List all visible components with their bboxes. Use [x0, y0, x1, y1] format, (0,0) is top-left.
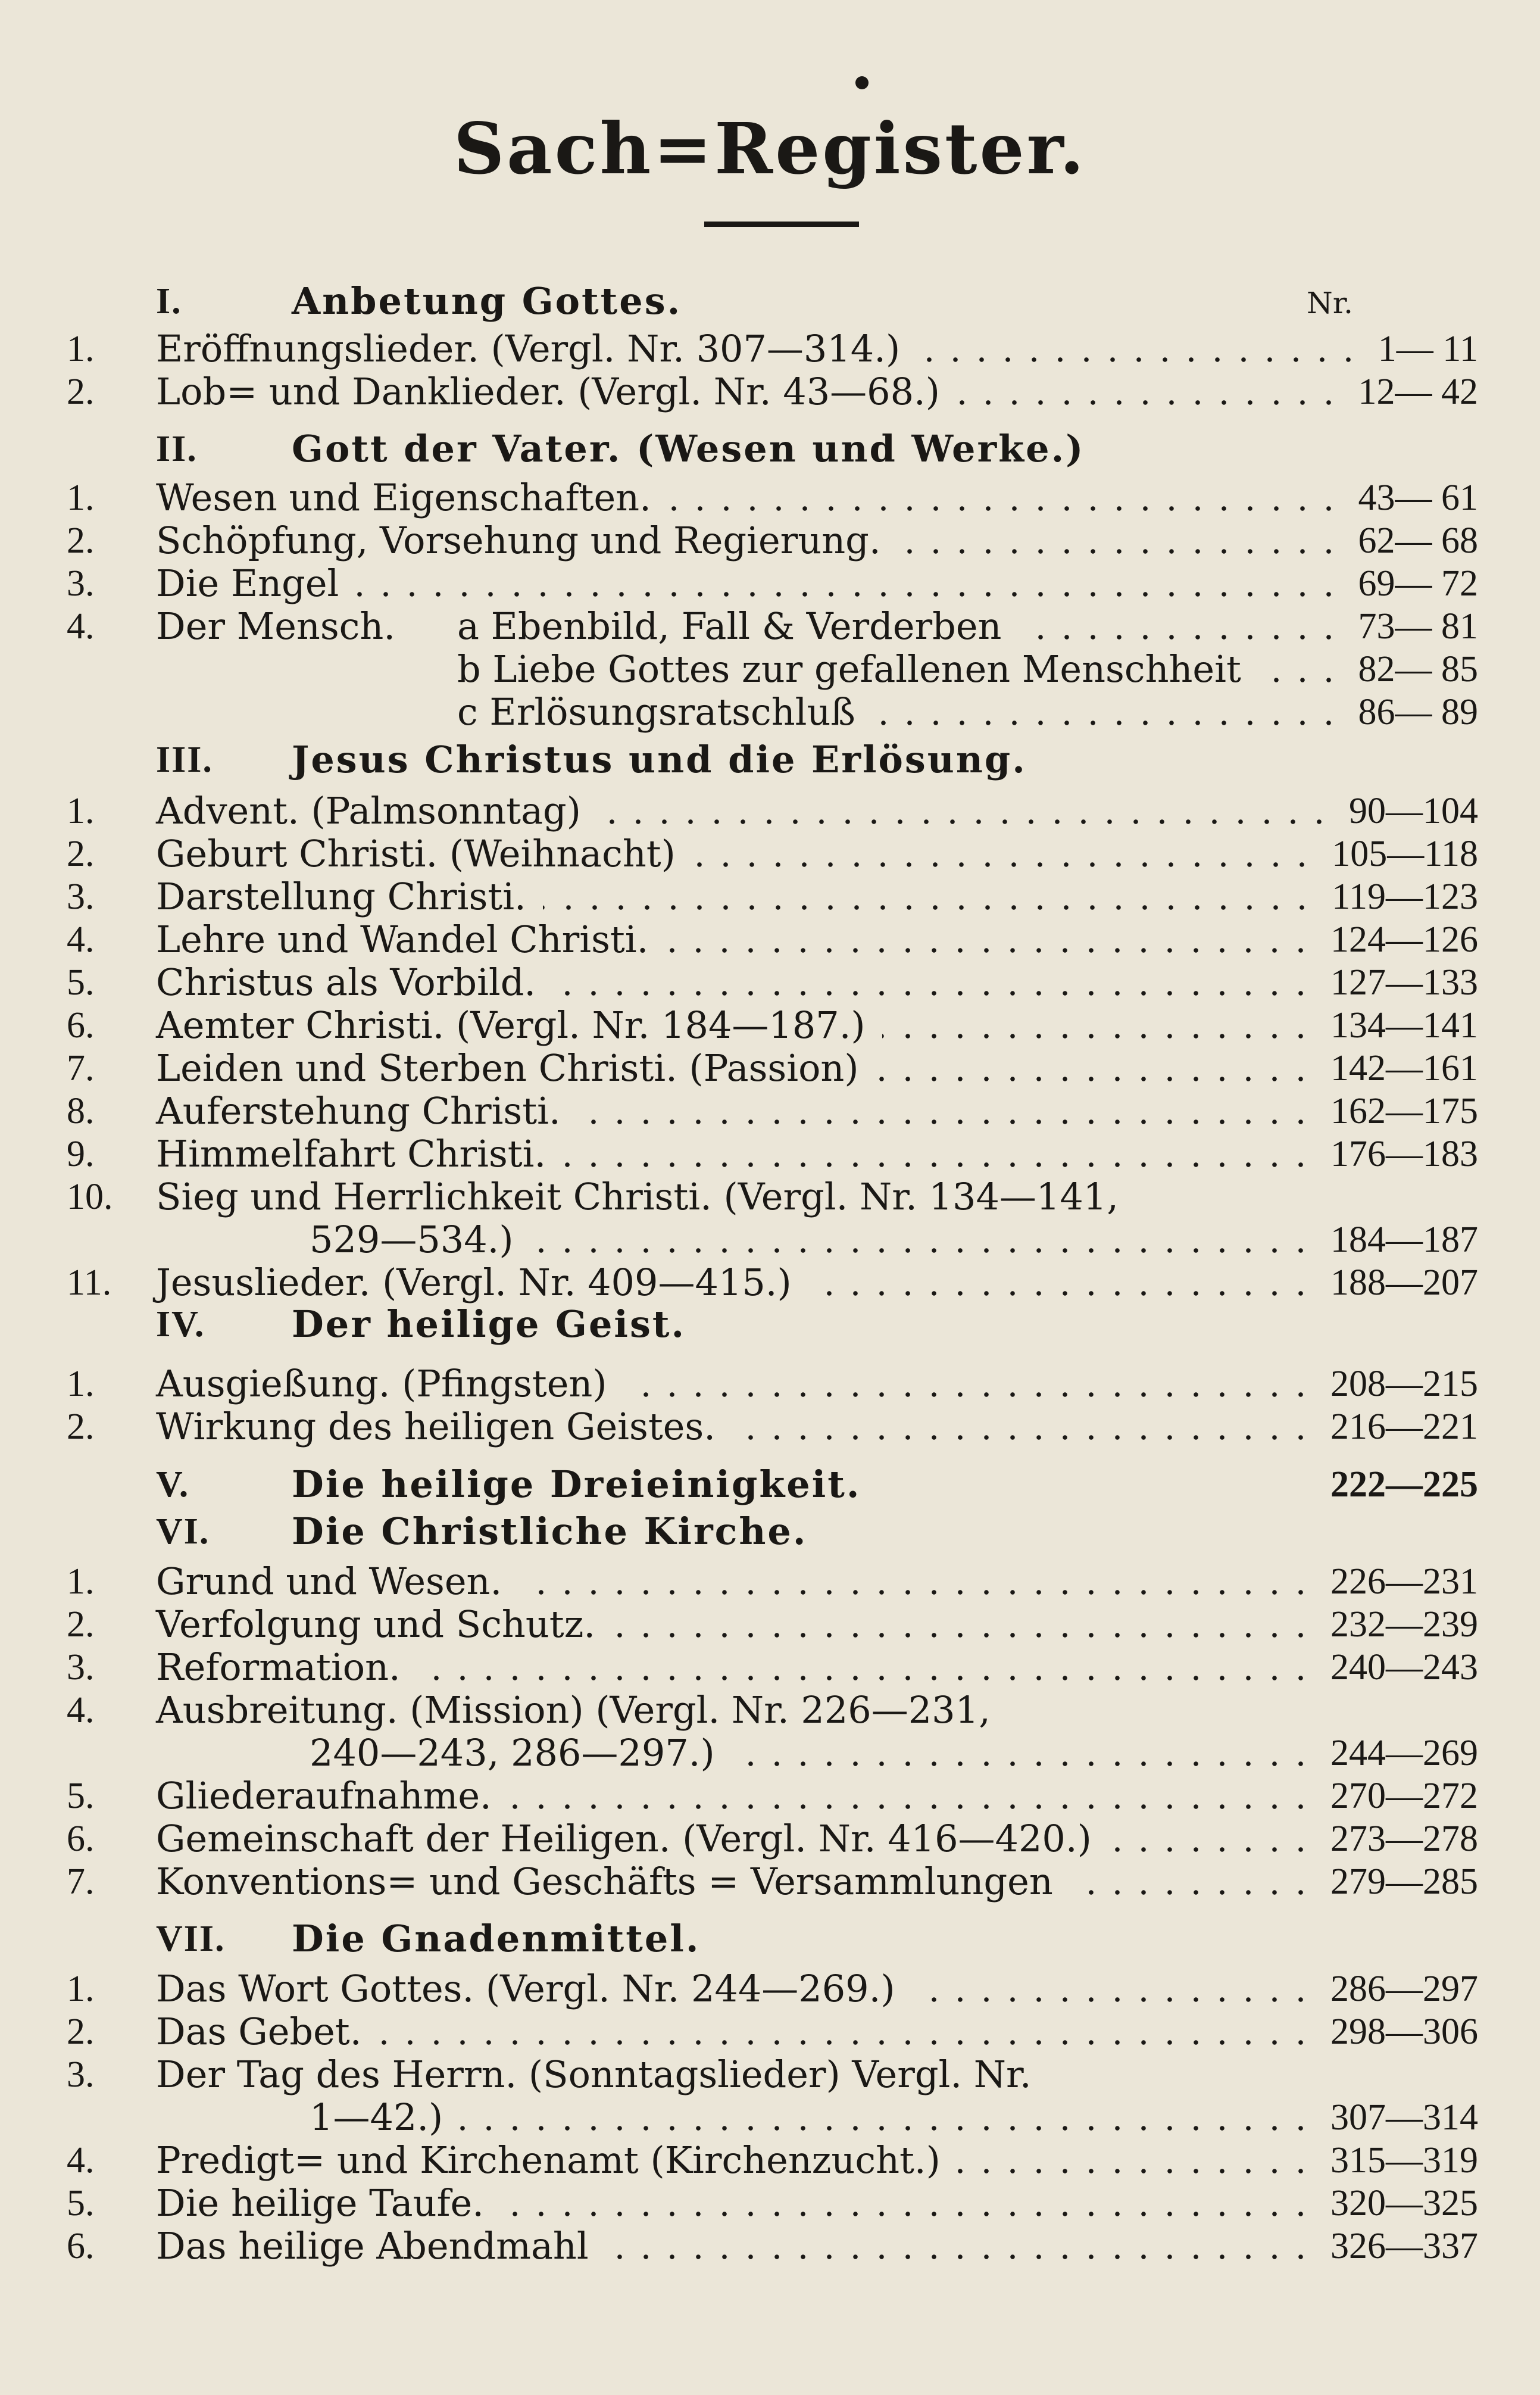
entry-text: Geburt Christi. (Weihnacht) [156, 832, 676, 875]
index-entry [0, 875, 1540, 918]
dot-leader [732, 1435, 1314, 1440]
entry-text: Lob= und Danklieder. (Vergl. Nr. 43—68.) [156, 370, 940, 413]
entry-text: Predigt= und Kirchenamt (Kirchenzucht.) [156, 2138, 941, 2182]
entry-range: 176—183 [1330, 1134, 1478, 1174]
section-heading [0, 428, 1540, 470]
entry-text: Sieg und Herrlichkeit Christi. (Vergl. Nr. 134—141, [156, 1175, 1119, 1218]
index-entry [0, 1047, 1540, 1090]
entry-text: Das heilige Abendmahl [156, 2224, 589, 2268]
index-entry [0, 832, 1540, 875]
entry-number: 2. [67, 2012, 95, 2052]
entry-range: 232—239 [1330, 1604, 1478, 1645]
dot-leader [508, 1804, 1314, 1809]
index-entry [0, 961, 1540, 1004]
entry-number: 6. [67, 1819, 95, 1859]
entry-range: 90—104 [1349, 791, 1478, 831]
index-entry [0, 562, 1540, 605]
entry-range: 326—337 [1330, 2226, 1478, 2266]
entry-text: Lehre und Wandel Christi. [156, 918, 649, 961]
section-heading [0, 1510, 1540, 1553]
entry-range: 1— 11 [1377, 329, 1478, 369]
index-entry [0, 2053, 1540, 2096]
entry-text: Gliederaufnahme. [156, 1774, 492, 1817]
index-entry [0, 328, 1540, 370]
entry-text: Der Mensch. [156, 604, 396, 648]
index-entry [0, 1967, 1540, 2010]
entry-range: 298—306 [1330, 2012, 1478, 2052]
entry-text: Die Engel [156, 562, 339, 605]
entry-number: 10. [67, 1177, 113, 1217]
entry-number: 11. [67, 1262, 112, 1303]
entry-range: 82— 85 [1358, 649, 1478, 690]
section-title: Die Christliche Kirche. [292, 1510, 808, 1553]
entry-text: Christus als Vorbild. [156, 961, 536, 1004]
dot-leader [898, 549, 1342, 554]
entry-range: 134—141 [1330, 1005, 1478, 1046]
index-entry [0, 605, 1540, 648]
entry-text: Gemeinschaft der Heiligen. (Vergl. Nr. 416—420.) [156, 1817, 1092, 1860]
dot-leader [668, 506, 1342, 511]
entry-number: 1. [67, 329, 95, 369]
entry-range: 162—175 [1330, 1091, 1478, 1131]
dot-leader [917, 357, 1361, 362]
index-entry [0, 1362, 1540, 1405]
index-entry [0, 1560, 1540, 1603]
dot-leader [612, 1633, 1314, 1638]
index-entry [0, 2139, 1540, 2182]
entry-number: 4. [67, 2140, 95, 2181]
entry-range: 244—269 [1330, 1733, 1478, 1773]
dot-leader [417, 1676, 1314, 1680]
entry-text: Advent. (Palmsonntag) [156, 789, 581, 832]
entry-text: Ausbreitung. (Mission) (Vergl. Nr. 226—231, [156, 1688, 991, 1732]
section-number: VII. [156, 1919, 226, 1959]
dot-leader [876, 1077, 1314, 1081]
entry-range: 127—133 [1330, 962, 1478, 1003]
entry-range: 62— 68 [1358, 520, 1478, 561]
title-rule [704, 222, 859, 227]
index-entry [0, 1004, 1540, 1047]
entry-number: 6. [67, 1005, 95, 1046]
section-number: II. [156, 429, 198, 469]
section-number: VI. [156, 1511, 210, 1552]
entry-text: Ausgießung. (Pfingsten) [156, 1362, 607, 1405]
index-entry [0, 2096, 1540, 2139]
index-entry [0, 1689, 1540, 1732]
index-entry [0, 519, 1540, 562]
entry-text: Wesen und Eigenschaften. [156, 476, 651, 519]
dot-leader [552, 991, 1314, 996]
dot-leader [543, 905, 1315, 910]
section-heading [0, 738, 1540, 781]
entry-range: 142—161 [1330, 1048, 1478, 1089]
entry-text: Schöpfung, Vorsehung und Regierung. [156, 519, 881, 562]
entry-text: Grund und Wesen. [156, 1560, 502, 1603]
index-entry [0, 1646, 1540, 1689]
entry-number: 6. [67, 2226, 95, 2266]
entry-number: 3. [67, 2054, 95, 2095]
entry-number: 3. [67, 563, 95, 604]
number-column-header: Nr. [1307, 286, 1354, 320]
entry-range: 315—319 [1330, 2140, 1478, 2181]
section-title: Die Gnadenmittel. [292, 1917, 701, 1960]
dot-leader [957, 400, 1342, 405]
entry-number: 5. [67, 1776, 95, 1816]
dot-leader [808, 1291, 1314, 1296]
index-entry [0, 1090, 1540, 1133]
entry-subtopic: b Liebe Gottes zur gefallenen Menschheit [457, 647, 1241, 691]
section-title: Jesus Christus und die Erlösung. [292, 738, 1027, 781]
entry-range: 270—272 [1330, 1776, 1478, 1816]
entry-number: 4. [67, 1690, 95, 1730]
dot-leader [912, 1997, 1314, 2002]
entry-number: 8. [67, 1091, 95, 1131]
index-entry [0, 1603, 1540, 1646]
dot-leader [577, 1119, 1314, 1124]
entry-range: 124—126 [1330, 919, 1478, 960]
dot-leader [665, 948, 1314, 953]
dot-leader [355, 592, 1342, 597]
entry-range: 240—243 [1330, 1647, 1478, 1688]
index-entry [0, 370, 1540, 413]
entry-range: 279—285 [1330, 1861, 1478, 1902]
index-entry [0, 1817, 1540, 1860]
dot-leader [460, 2126, 1314, 2131]
index-entry [0, 1732, 1540, 1775]
dot-leader [1258, 678, 1342, 682]
index-entry [0, 1405, 1540, 1448]
section-heading [0, 1917, 1540, 1960]
dot-leader [518, 1590, 1314, 1595]
entry-subtopic: a Ebenbild, Fall & Verderben [457, 604, 1002, 648]
entry-text: Darstellung Christi. [156, 875, 526, 918]
dot-leader [598, 819, 1332, 824]
entry-text: Reformation. [156, 1645, 401, 1689]
entry-number: 2. [67, 372, 95, 412]
dot-leader [882, 1034, 1314, 1039]
index-entry [0, 476, 1540, 519]
entry-range: 226—231 [1330, 1561, 1478, 1602]
index-entry [0, 2225, 1540, 2268]
section-number: V. [156, 1464, 190, 1505]
entry-range: 184—187 [1330, 1220, 1478, 1260]
section-title: Der heilige Geist. [292, 1302, 686, 1346]
entry-number: 2. [67, 1604, 95, 1645]
entry-text: Der Tag des Herrn. (Sonntagslieder) Vergl. Nr. [156, 2053, 1032, 2096]
entry-range: 43— 61 [1358, 478, 1478, 518]
section-title: Die heilige Dreieinigkeit. [292, 1462, 861, 1506]
index-entry [0, 1218, 1540, 1261]
index-entry [0, 1133, 1540, 1175]
entry-number: 9. [67, 1134, 95, 1174]
section-number: III. [156, 740, 213, 780]
entry-subtopic: c Erlösungsratschluß [457, 690, 855, 734]
section-title: Gott der Vater. (Wesen und Werke.) [292, 427, 1085, 470]
entry-range: 12— 42 [1358, 372, 1478, 412]
index-entry [0, 691, 1540, 734]
entry-range: 69— 72 [1358, 563, 1478, 604]
index-entry [0, 918, 1540, 961]
entry-number: 7. [67, 1861, 95, 1902]
dot-leader [1108, 1847, 1314, 1852]
dot-leader [563, 1162, 1314, 1167]
entry-range: 216—221 [1330, 1407, 1478, 1447]
entry-range: 273—278 [1330, 1819, 1478, 1859]
index-entry [0, 790, 1540, 832]
dot-leader [872, 721, 1342, 725]
index-entry [0, 2010, 1540, 2053]
index-entry [0, 1775, 1540, 1817]
dot-leader [378, 2040, 1314, 2045]
entry-number: 1. [67, 1364, 95, 1404]
entry-number: 1. [67, 478, 95, 518]
dot-leader [732, 1761, 1314, 1766]
entry-number: 5. [67, 962, 95, 1003]
entry-range: 105—118 [1332, 834, 1478, 874]
entry-number: 5. [67, 2183, 95, 2224]
entry-range: 188—207 [1330, 1262, 1478, 1303]
entry-number: 1. [67, 791, 95, 831]
section-heading [0, 1303, 1540, 1346]
section-number: I. [156, 281, 182, 322]
index-entry [0, 1175, 1540, 1218]
entry-range: 320—325 [1330, 2183, 1478, 2224]
entry-range: 208—215 [1330, 1364, 1478, 1404]
entry-continuation: 529—534.) [310, 1218, 514, 1261]
section-range: 222—225 [1330, 1464, 1478, 1505]
entry-number: 1. [67, 1969, 95, 2009]
index-entry [0, 648, 1540, 691]
entry-range: 286—297 [1330, 1969, 1478, 2009]
ornament-dot [855, 76, 869, 89]
entry-number: 2. [67, 520, 95, 561]
dot-leader [692, 862, 1315, 867]
entry-number: 1. [67, 1561, 95, 1602]
entry-text: Verfolgung und Schutz. [156, 1602, 596, 1646]
entry-number: 3. [67, 877, 95, 917]
index-entry [0, 1261, 1540, 1304]
entry-text: Wirkung des heiligen Geistes. [156, 1405, 716, 1448]
dot-leader [1018, 635, 1342, 640]
entry-range: 73— 81 [1358, 606, 1478, 647]
dot-leader [624, 1392, 1314, 1397]
section-heading [0, 280, 1540, 323]
entry-number: 2. [67, 1407, 95, 1447]
entry-number: 4. [67, 606, 95, 647]
dot-leader [957, 2169, 1314, 2173]
entry-number: 4. [67, 919, 95, 960]
entry-number: 7. [67, 1048, 95, 1089]
entry-range: 86— 89 [1358, 692, 1478, 732]
dot-leader [1070, 1890, 1314, 1895]
entry-text: Das Wort Gottes. (Vergl. Nr. 244—269.) [156, 1967, 895, 2010]
entry-text: Jesuslieder. (Vergl. Nr. 409—415.) [156, 1261, 792, 1304]
entry-text: Auferstehung Christi. [156, 1089, 561, 1133]
entry-text: Konventions= und Geschäfts = Versammlungen [156, 1860, 1053, 1903]
entry-continuation: 240—243, 286—297.) [310, 1731, 715, 1775]
section-number: IV. [156, 1304, 205, 1345]
entry-text: Das Gebet. [156, 2010, 362, 2053]
index-entry [0, 2182, 1540, 2225]
section-heading [0, 1463, 1540, 1506]
entry-number: 3. [67, 1647, 95, 1688]
section-title: Anbetung Gottes. [292, 279, 682, 323]
entry-text: Die heilige Taufe. [156, 2181, 484, 2225]
index-entry [0, 1860, 1540, 1903]
entry-range: 119—123 [1332, 877, 1478, 917]
entry-text: Leiden und Sterben Christi. (Passion) [156, 1046, 859, 1090]
dot-leader [530, 1248, 1314, 1253]
dot-leader [605, 2254, 1314, 2259]
entry-continuation: 1—42.) [310, 2095, 443, 2139]
entry-text: Eröffnungslieder. (Vergl. Nr. 307—314.) [156, 327, 901, 370]
dot-leader [501, 2212, 1314, 2216]
entry-number: 2. [67, 834, 95, 874]
entry-text: Himmelfahrt Christi. [156, 1132, 546, 1175]
entry-text: Aemter Christi. (Vergl. Nr. 184—187.) [156, 1003, 866, 1047]
entry-range: 307—314 [1330, 2097, 1478, 2138]
page-title: Sach=Register. [453, 107, 1087, 190]
